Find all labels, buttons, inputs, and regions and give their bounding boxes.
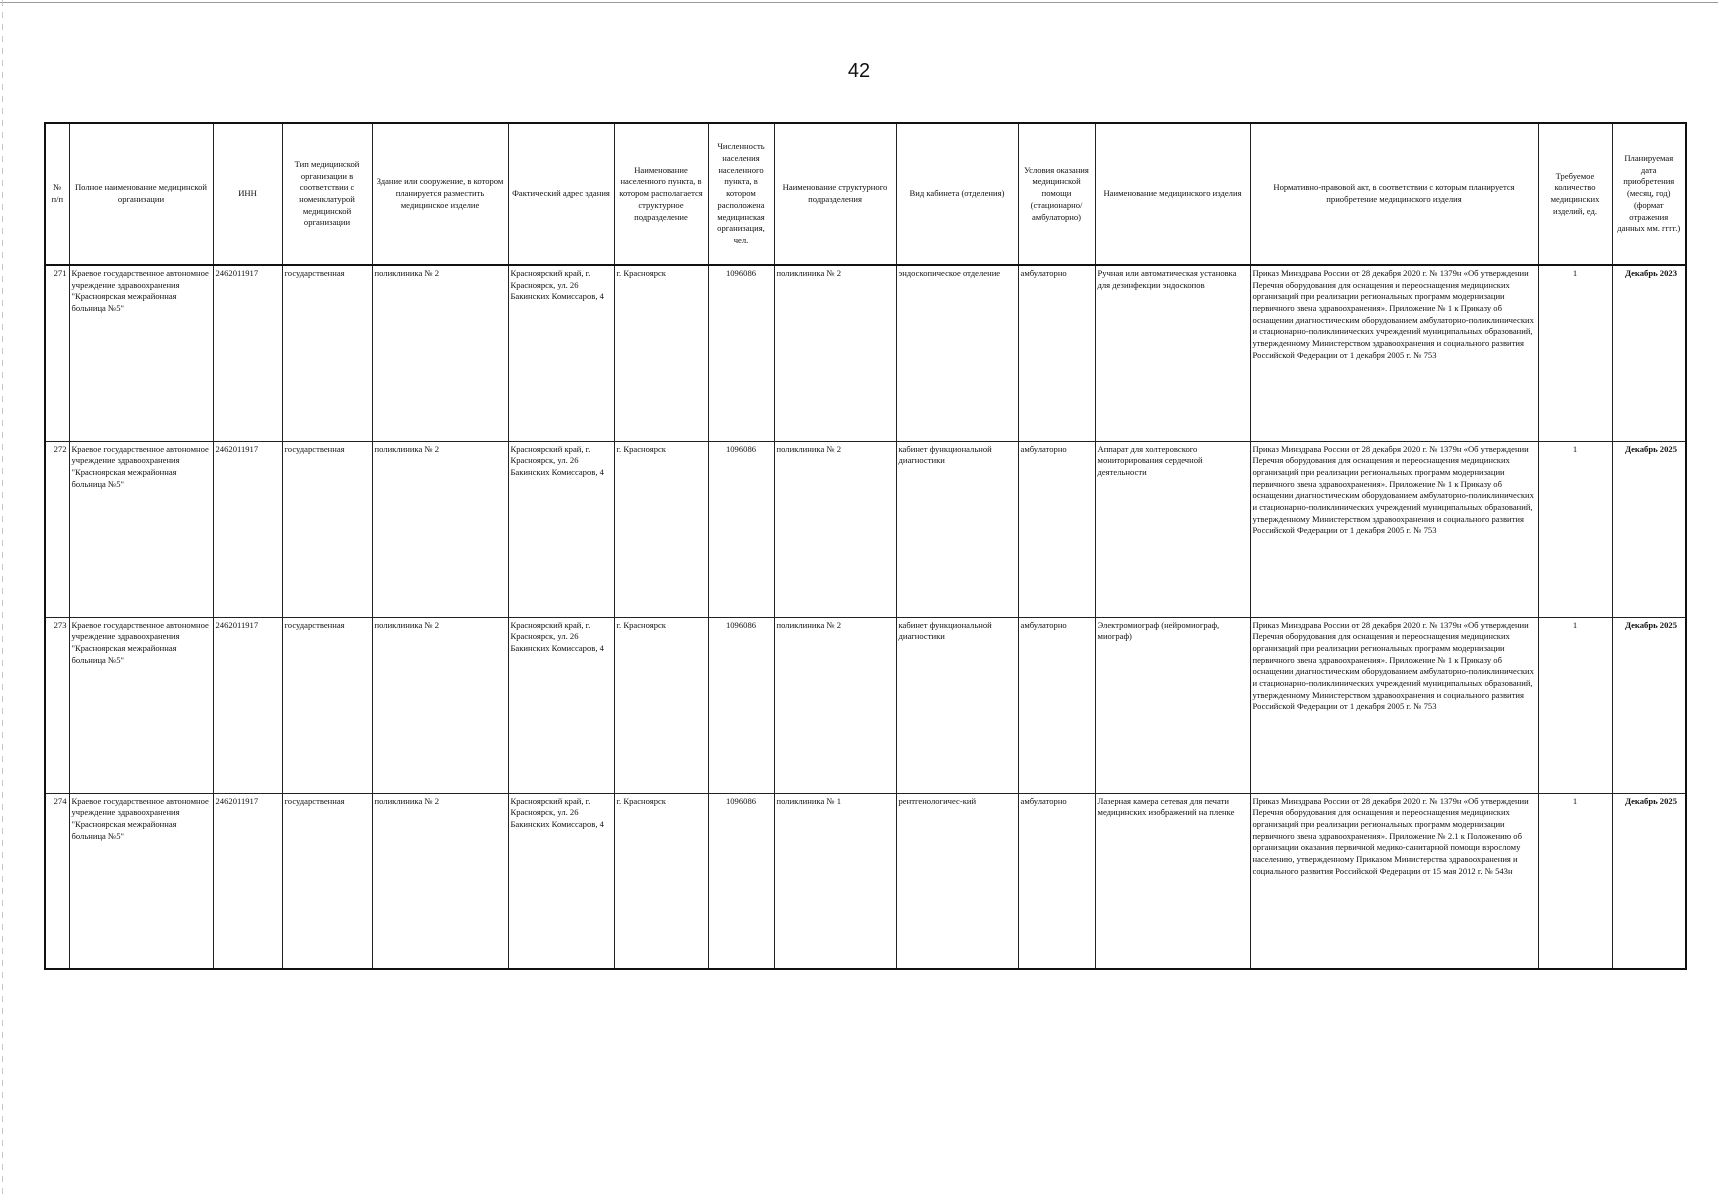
cell-population: 1096086 bbox=[708, 441, 774, 617]
cell-locality: г. Красноярск bbox=[614, 793, 708, 969]
cell-device: Лазерная камера сетевая для печати медицинских изображений на пленке bbox=[1095, 793, 1250, 969]
cell-inn: 2462011917 bbox=[213, 265, 282, 441]
cell-subdivision: поликлиника № 2 bbox=[774, 617, 896, 793]
scan-edge-top bbox=[0, 2, 1718, 3]
cell-building: поликлиника № 2 bbox=[372, 793, 508, 969]
cell-qty: 1 bbox=[1538, 265, 1612, 441]
cell-device: Ручная или автоматическая установка для дезинфекции эндоскопов bbox=[1095, 265, 1250, 441]
cell-population: 1096086 bbox=[708, 265, 774, 441]
cell-act: Приказ Минздрава России от 28 декабря 2020 г. № 1379н «Об утверждении Перечня оборудования для оснащения и переоснащения медицинских организаций при реализации региональных программ модернизации первичного звена здравоохранения». Приложение № 1 к Приказу об оснащении диагностическим оборудованием амбулаторно-поликлинических и стационарно-поликлинических учреждений муниципальных образований, утвержденному Министерством здравоохранения и социального развития Российской Федерации от 1 декабря 2005 г. № 753 bbox=[1250, 441, 1538, 617]
cell-conditions: амбулаторно bbox=[1018, 793, 1095, 969]
cell-num: 274 bbox=[45, 793, 69, 969]
cell-building: поликлиника № 2 bbox=[372, 265, 508, 441]
header-cell-cabinet: Вид кабинета (отделения) bbox=[896, 123, 1018, 265]
header-cell-population: Численность населения населенного пункта, в котором расположена медицинская организация, чел. bbox=[708, 123, 774, 265]
scan-edge-left bbox=[2, 0, 3, 1200]
cell-inn: 2462011917 bbox=[213, 617, 282, 793]
cell-num: 271 bbox=[45, 265, 69, 441]
cell-org: Краевое государственное автономное учреждение здравоохранения "Красноярская межрайонная больница №5" bbox=[69, 793, 213, 969]
cell-org: Краевое государственное автономное учреждение здравоохранения "Красноярская межрайонная больница №5" bbox=[69, 441, 213, 617]
page-number: 42 bbox=[847, 60, 871, 82]
cell-subdivision: поликлиника № 2 bbox=[774, 441, 896, 617]
cell-conditions: амбулаторно bbox=[1018, 265, 1095, 441]
table-row bbox=[45, 265, 1686, 441]
cell-date: Декабрь 2025 bbox=[1612, 441, 1686, 617]
cell-device: Электромиограф (нейромиограф, миограф) bbox=[1095, 617, 1250, 793]
cell-type: государственная bbox=[282, 265, 372, 441]
header-cell-type: Тип медицинской организации в соответствии с номенклатурой медицинской организации bbox=[282, 123, 372, 265]
table-row bbox=[45, 617, 1686, 793]
cell-cabinet: кабинет функциональной диагностики bbox=[896, 617, 1018, 793]
cell-building: поликлиника № 2 bbox=[372, 441, 508, 617]
cell-date: Декабрь 2025 bbox=[1612, 793, 1686, 969]
cell-population: 1096086 bbox=[708, 617, 774, 793]
cell-conditions: амбулаторно bbox=[1018, 441, 1095, 617]
cell-address: Красноярский край, г. Красноярск, ул. 26 Бакинских Комиссаров, 4 bbox=[508, 793, 614, 969]
cell-org: Краевое государственное автономное учреждение здравоохранения "Красноярская межрайонная больница №5" bbox=[69, 617, 213, 793]
cell-act: Приказ Минздрава России от 28 декабря 2020 г. № 1379н «Об утверждении Перечня оборудования для оснащения и переоснащения медицинских организаций при реализации региональных программ модернизации первичного звена здравоохранения». Приложение № 1 к Приказу об оснащении диагностическим оборудованием амбулаторно-поликлинических и стационарно-поликлинических учреждений муниципальных образований, утвержденному Министерством здравоохранения и социального развития Российской Федерации от 1 декабря 2005 г. № 753 bbox=[1250, 265, 1538, 441]
header-cell-qty: Требуемое количество медицинских изделий, ед. bbox=[1538, 123, 1612, 265]
cell-population: 1096086 bbox=[708, 793, 774, 969]
cell-qty: 1 bbox=[1538, 617, 1612, 793]
header-cell-act: Нормативно-правовой акт, в соответствии с которым планируется приобретение медицинского изделия bbox=[1250, 123, 1538, 265]
cell-type: государственная bbox=[282, 617, 372, 793]
cell-address: Красноярский край, г. Красноярск, ул. 26 Бакинских Комиссаров, 4 bbox=[508, 441, 614, 617]
cell-subdivision: поликлиника № 2 bbox=[774, 265, 896, 441]
table-row bbox=[45, 441, 1686, 617]
cell-building: поликлиника № 2 bbox=[372, 617, 508, 793]
cell-locality: г. Красноярск bbox=[614, 617, 708, 793]
header-cell-address: Фактический адрес здания bbox=[508, 123, 614, 265]
cell-inn: 2462011917 bbox=[213, 793, 282, 969]
cell-act: Приказ Минздрава России от 28 декабря 2020 г. № 1379н «Об утверждении Перечня оборудования для оснащения и переоснащения медицинских организаций при реализации региональных программ модернизации первичного звена здравоохранения». Приложение № 1 к Приказу об оснащении диагностическим оборудованием амбулаторно-поликлинических и стационарно-поликлинических учреждений муниципальных образований, утвержденному Министерством здравоохранения и социального развития Российской Федерации от 1 декабря 2005 г. № 753 bbox=[1250, 617, 1538, 793]
cell-date: Декабрь 2025 bbox=[1612, 617, 1686, 793]
cell-device: Аппарат для холтеровского мониторирования сердечной деятельности bbox=[1095, 441, 1250, 617]
cell-org: Краевое государственное автономное учреждение здравоохранения "Красноярская межрайонная больница №5" bbox=[69, 265, 213, 441]
cell-act: Приказ Минздрава России от 28 декабря 2020 г. № 1379н «Об утверждении Перечня оборудования для оснащения и переоснащения медицинских организаций при реализации региональных программ модернизации первичного звена здравоохранения». Приложение № 2.1 к Положению об организации оказания первичной медико-санитарной помощи взрослому населению, утвержденному Приказом Министерства здравоохранения и социального развития Российской Федерации от 15 мая 2012 г. № 543н bbox=[1250, 793, 1538, 969]
header-cell-org: Полное наименование медицинской организации bbox=[69, 123, 213, 265]
cell-num: 272 bbox=[45, 441, 69, 617]
cell-inn: 2462011917 bbox=[213, 441, 282, 617]
cell-qty: 1 bbox=[1538, 793, 1612, 969]
cell-cabinet: рентгенологичес-кий bbox=[896, 793, 1018, 969]
header-cell-num: № п/п bbox=[45, 123, 69, 265]
cell-address: Красноярский край, г. Красноярск, ул. 26 Бакинских Комиссаров, 4 bbox=[508, 265, 614, 441]
header-cell-subdivision: Наименование структурного подразделения bbox=[774, 123, 896, 265]
cell-type: государственная bbox=[282, 441, 372, 617]
header-cell-locality: Наименование населенного пункта, в котором располагается структурное подразделение bbox=[614, 123, 708, 265]
cell-num: 273 bbox=[45, 617, 69, 793]
cell-qty: 1 bbox=[1538, 441, 1612, 617]
header-cell-conditions: Условия оказания медицинской помощи (стационарно/ амбулаторно) bbox=[1018, 123, 1095, 265]
cell-locality: г. Красноярск bbox=[614, 265, 708, 441]
cell-subdivision: поликлиника № 1 bbox=[774, 793, 896, 969]
table-row bbox=[45, 793, 1686, 969]
cell-locality: г. Красноярск bbox=[614, 441, 708, 617]
header-cell-date: Планируемая дата приобретения (месяц, год) (формат отражения данных мм. гггг.) bbox=[1612, 123, 1686, 265]
cell-date: Декабрь 2023 bbox=[1612, 265, 1686, 441]
cell-cabinet: эндоскопическое отделение bbox=[896, 265, 1018, 441]
cell-type: государственная bbox=[282, 793, 372, 969]
cell-cabinet: кабинет функциональной диагностики bbox=[896, 441, 1018, 617]
table-header-row bbox=[45, 123, 1686, 265]
header-cell-building: Здание или сооружение, в котором планируется разместить медицинское изделие bbox=[372, 123, 508, 265]
header-cell-device: Наименование медицинского изделия bbox=[1095, 123, 1250, 265]
header-cell-inn: ИНН bbox=[213, 123, 282, 265]
cell-address: Красноярский край, г. Красноярск, ул. 26 Бакинских Комиссаров, 4 bbox=[508, 617, 614, 793]
equipment-table bbox=[44, 122, 1687, 970]
cell-conditions: амбулаторно bbox=[1018, 617, 1095, 793]
